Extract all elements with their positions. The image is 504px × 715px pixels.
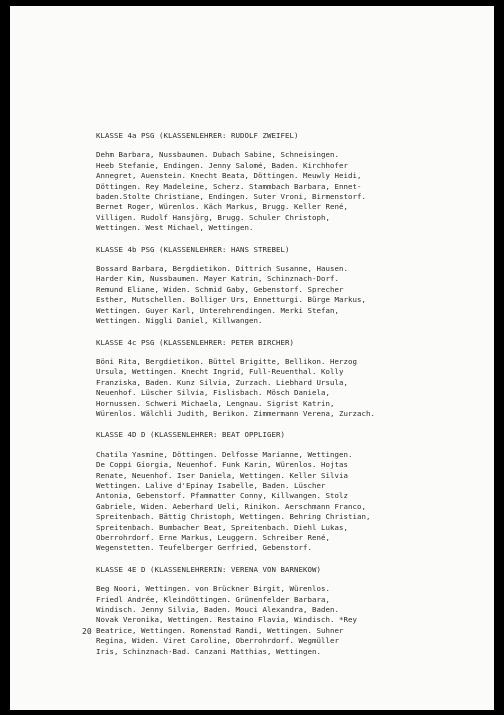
- text-line: Chatila Yasmine, Döttingen. Delfosse Marianne, Wettingen.: [96, 449, 353, 459]
- text-line: Remund Eliane, Widen. Schmid Gaby, Gebenstorf. Sprecher: [96, 284, 344, 294]
- section-heading: KLASSE 4D D (KLASSENLEHRER: BEAT OPPLIGER): [96, 430, 285, 440]
- text-line: Bossard Barbara, Bergdietikon. Dittrich Susanne, Hausen.: [96, 264, 348, 274]
- text-line: Hornussen. Schweri Michaela, Lengnau. Sigrist Katrin,: [96, 398, 335, 408]
- class-section-4d: [96, 430, 488, 553]
- text-line: Villigen. Rudolf Hansjörg, Brugg. Schuler Christoph,: [96, 212, 330, 222]
- text-line: Iris, Schinznach-Bad. Canzani Matthias, Wettingen.: [96, 646, 321, 656]
- class-section-4c: [96, 338, 488, 420]
- text-line: Spreitenbach. Bättig Christoph, Wettingen. Behring Christian,: [96, 512, 371, 522]
- text-line: Döttingen. Rey Madeleine, Scherz. Stammbach Barbara, Ennet-: [96, 181, 362, 191]
- class-section-4a: [96, 131, 488, 234]
- page-number: 20: [82, 627, 92, 636]
- text-line: Böni Rita, Bergdietikon. Büttel Brigitte, Bellikon. Herzog: [96, 356, 357, 366]
- section-heading: KLASSE 4E D (KLASSENLEHRERIN: VERENA VON BARNEKOW): [96, 564, 321, 574]
- text-line: Bernet Roger, Würenlos. Käch Markus, Brugg. Keller René,: [96, 202, 348, 212]
- text-line: Wettingen. West Michael, Wettingen.: [96, 223, 254, 233]
- text-line: Wegenstetten. Teufelberger Gerfried, Gebenstorf.: [96, 543, 312, 553]
- section-heading: KLASSE 4b PSG (KLASSENLEHRER: HANS STREBEL): [96, 244, 290, 254]
- text-line: Heeb Stefanie, Endingen. Jenny Salomé, Baden. Kirchhofer: [96, 160, 348, 170]
- text-line: Regina, Widen. Viret Caroline, Oberrohrdorf. Wegmüller: [96, 636, 339, 646]
- text-line: Spreitenbach. Bumbacher Beat, Spreitenbach. Diehl Lukas,: [96, 522, 348, 532]
- class-lists: [96, 131, 488, 668]
- text-line: Wettingen. Niggli Daniel, Killwangen.: [96, 316, 263, 326]
- text-line: Würenlos. Wälchli Judith, Berikon. Zimmermann Verena, Zurzach.: [96, 408, 375, 418]
- text-line: Renate, Neuenhof. Iser Daniela, Wettingen. Keller Silvia: [96, 470, 348, 480]
- class-section-4b: [96, 245, 488, 327]
- text-line: Friedl Andrée, Kleindöttingen. Grünenfelder Barbara,: [96, 594, 330, 604]
- text-line: Annegret, Auenstein. Knecht Beata, Döttingen. Meuwly Heidi,: [96, 171, 362, 181]
- text-line: Harder Kim, Nussbaumen. Mayer Katrin, Schinznach-Dorf.: [96, 274, 339, 284]
- text-line: Dehm Barbara, Nussbaumen. Dubach Sabine, Schneisingen.: [96, 150, 339, 160]
- text-line: Franziska, Baden. Kunz Silvia, Zurzach. Liebhard Ursula,: [96, 377, 348, 387]
- text-line: Neuenhof. Lüscher Silvia, Fislisbach. Mösch Daniela,: [96, 388, 330, 398]
- section-heading: KLASSE 4c PSG (KLASSENLEHRER: PETER BIRCHER): [96, 337, 294, 347]
- text-line: Wettingen. Guyer Karl, Unterehrendingen. Merki Stefan,: [96, 305, 339, 315]
- text-line: baden.Stolte Christiane, Endingen. Suter Vroni, Birmenstorf.: [96, 192, 366, 202]
- text-line: Wettingen. Lalive d'Epinay Isabelle, Baden. Lüscher: [96, 480, 326, 490]
- text-line: Ursula, Wettingen. Knecht Ingrid, Full-Reuenthal. Kolly: [96, 367, 344, 377]
- text-line: Windisch. Jenny Silvia, Baden. Mouci Alexandra, Baden.: [96, 605, 339, 615]
- text-line: Oberrohrdorf. Erne Markus, Leuggern. Schreiber René,: [96, 533, 330, 542]
- text-line: Beatrice, Wettingen. Romenstad Randi, Wettingen. Suhner: [96, 625, 344, 635]
- section-heading: KLASSE 4a PSG (KLASSENLEHRER: RUDOLF ZWEIFEL): [96, 131, 299, 140]
- text-line: Gabriele, Widen. Aeberhard Ueli, Rinikon. Aerschmann Franco,: [96, 501, 366, 511]
- text-line: Novak Veronika, Wettingen. Restaino Flavia, Windisch. *Rey: [96, 615, 357, 625]
- text-line: Esther, Mutschellen. Bolliger Urs, Ennetturgi. Bürge Markus,: [96, 295, 366, 305]
- text-line: Beg Noori, Wettingen. von Brückner Birgit, Würenlos.: [96, 584, 330, 594]
- document-page: [10, 6, 494, 710]
- text-line: De Coppi Giorgia, Neuenhof. Funk Karin, Würenlos. Hojtas: [96, 460, 348, 470]
- text-line: Antonia, Gebenstorf. Pfammatter Conny, Killwangen. Stolz: [96, 491, 348, 501]
- class-section-4e: [96, 565, 488, 657]
